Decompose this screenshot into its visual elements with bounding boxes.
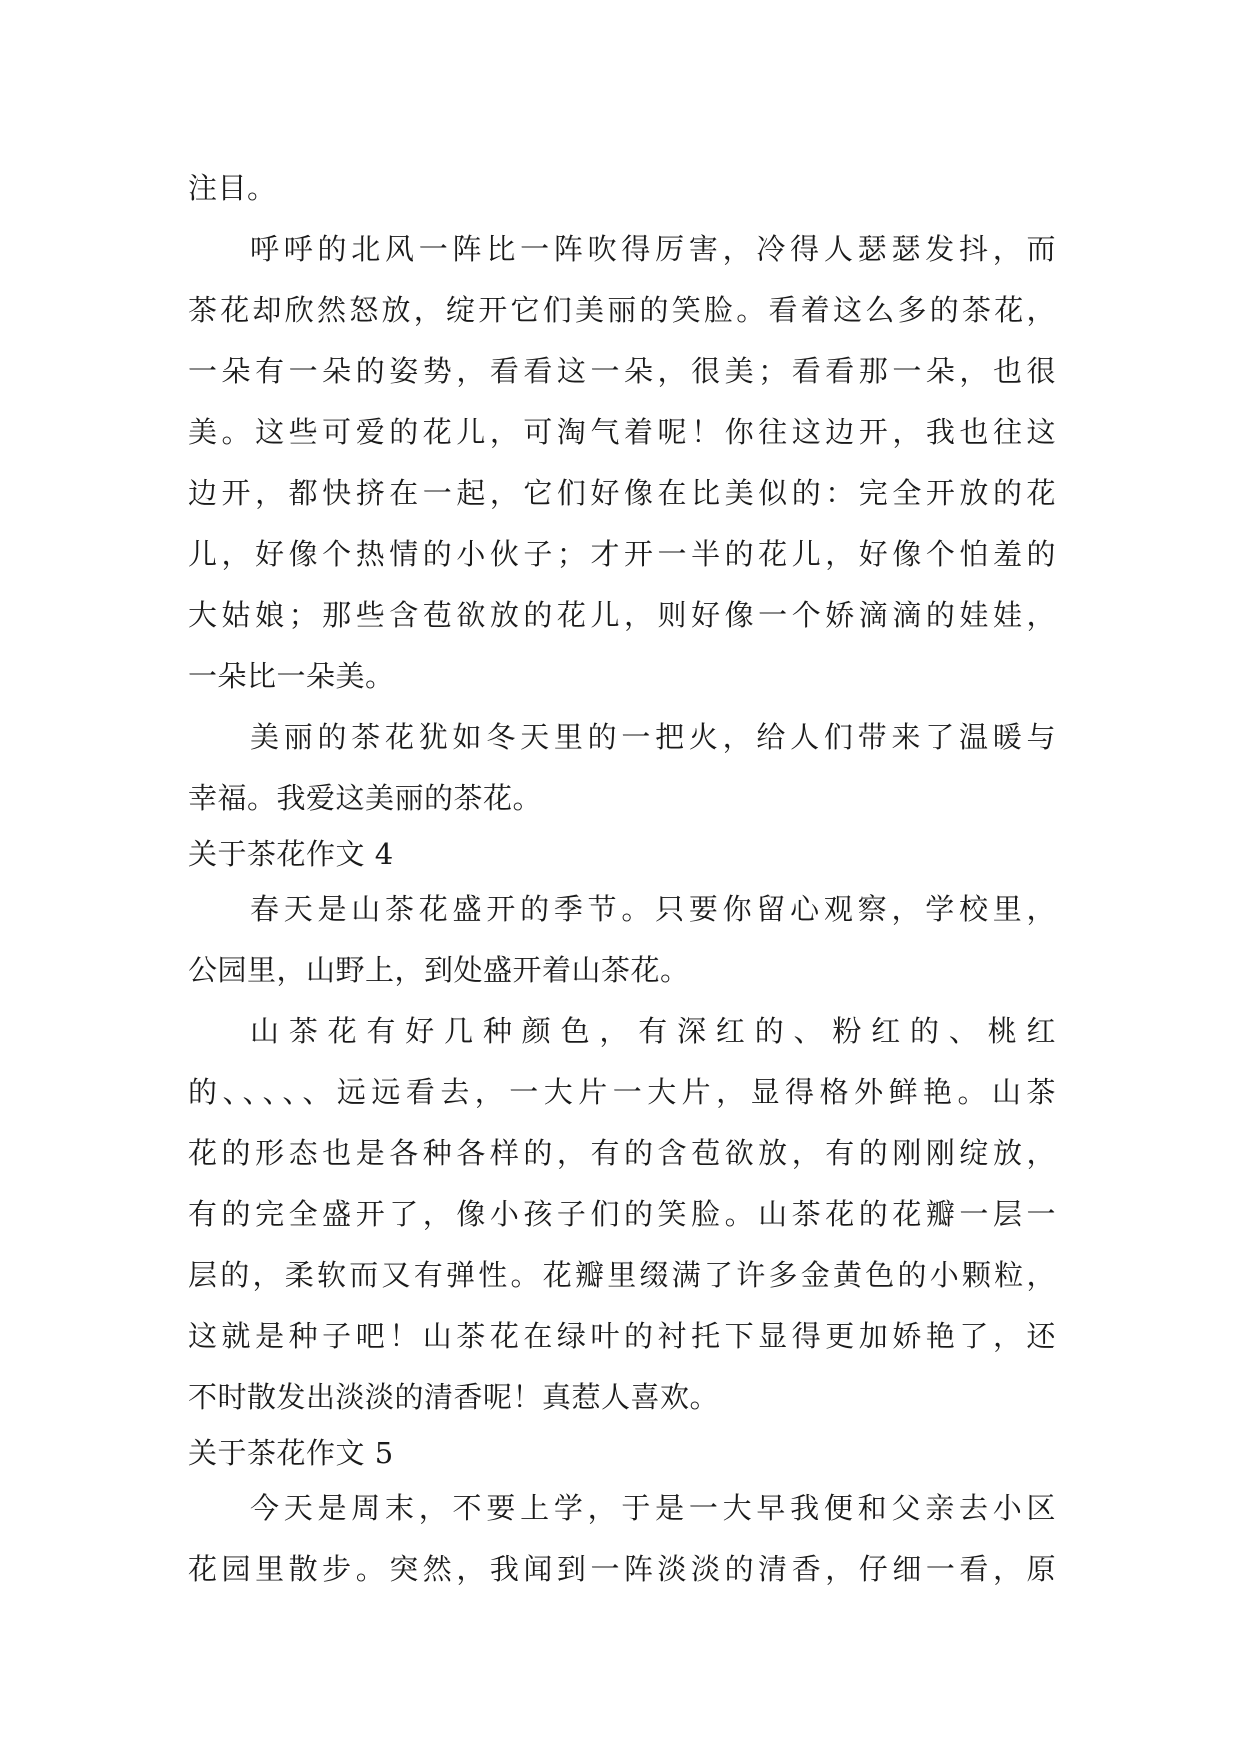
text-line: 注目。 <box>188 171 277 205</box>
text-line: 有的完全盛开了，像小孩子们的笑脸。山茶花的花瓣一层一 <box>188 1197 1056 1231</box>
text-line: 美。这些可爱的花儿，可淘气着呢！你往这边开，我也往这 <box>188 415 1056 449</box>
text-line: 一朵有一朵的姿势，看看这一朵，很美；看看那一朵，也很 <box>188 354 1056 388</box>
text-line: 今天是周末，不要上学，于是一大早我便和父亲去小区 <box>250 1491 1056 1525</box>
text-line: 美丽的茶花犹如冬天里的一把火，给人们带来了温暖与 <box>250 720 1056 754</box>
text-line: 边开，都快挤在一起，它们好像在比美似的：完全开放的花 <box>188 476 1056 510</box>
text-line: 花的形态也是各种各样的，有的含苞欲放，有的刚刚绽放， <box>188 1136 1056 1170</box>
section-heading: 关于茶花作文 4 <box>188 837 394 871</box>
text-line: 呼呼的北风一阵比一阵吹得厉害，冷得人瑟瑟发抖，而 <box>250 232 1056 266</box>
text-line: 一朵比一朵美。 <box>188 659 395 693</box>
text-line: 大姑娘；那些含苞欲放的花儿，则好像一个娇滴滴的娃娃， <box>188 598 1056 632</box>
document-body <box>188 158 1056 1600</box>
text-line: 这就是种子吧！山茶花在绿叶的衬托下显得更加娇艳了，还 <box>188 1319 1056 1353</box>
text-line: 不时散发出淡淡的清香呢！真惹人喜欢。 <box>188 1380 720 1414</box>
text-line: 层的，柔软而又有弹性。花瓣里缀满了许多金黄色的小颗粒， <box>188 1258 1056 1292</box>
text-line: 的、、、、、远远看去，一大片一大片，显得格外鲜艳。山茶 <box>188 1075 1056 1109</box>
text-line: 公园里，山野上，到处盛开着山茶花。 <box>188 953 690 987</box>
text-line: 幸福。我爱这美丽的茶花。 <box>188 781 543 815</box>
section-heading: 关于茶花作文 5 <box>188 1436 394 1470</box>
text-line: 花园里散步。突然，我闻到一阵淡淡的清香，仔细一看，原 <box>188 1552 1056 1586</box>
text-line: 山茶花有好几种颜色，有深红的、粉红的、桃红 <box>250 1014 1056 1048</box>
text-line: 茶花却欣然怒放，绽开它们美丽的笑脸。看着这么多的茶花， <box>188 293 1056 327</box>
text-line: 儿，好像个热情的小伙子；才开一半的花儿，好像个怕羞的 <box>188 537 1056 571</box>
text-line: 春天是山茶花盛开的季节。只要你留心观察，学校里， <box>250 892 1056 926</box>
